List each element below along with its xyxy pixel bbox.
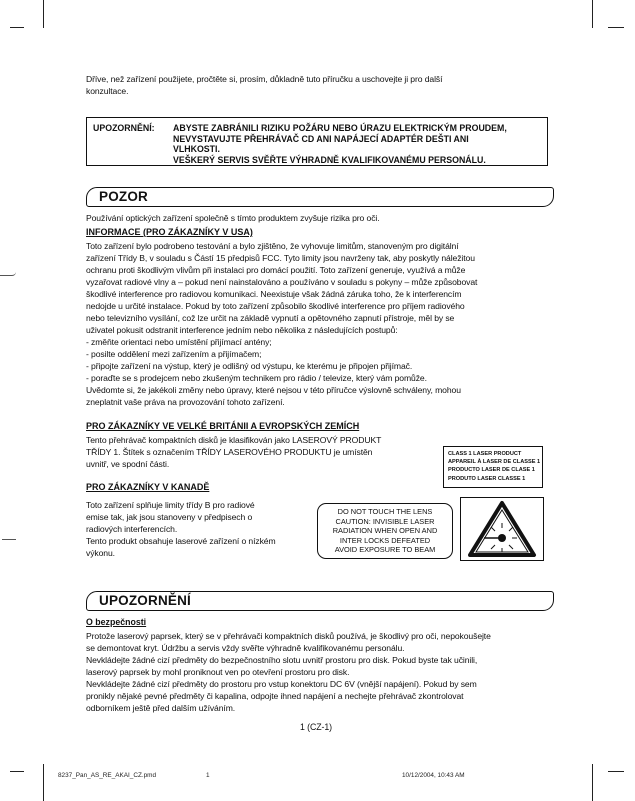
class1-label-line: PRODUCTO LASER DE CLASE 1 xyxy=(448,467,535,474)
lens-label-line: DO NOT TOUCH THE LENS xyxy=(337,507,433,516)
usa-line: vyzařovat radiové vlny a – pokud není nainstalováno a používáno v souladu s pokyny – může způsobovat xyxy=(86,277,478,287)
canada-line: Toto zařízení splňuje limity třídy B pro radiové xyxy=(86,500,255,510)
footer-date: 10/12/2004, 10:43 AM xyxy=(402,772,465,779)
pozor-text: Používání optických zařízení společně s tímto produktem zvyšuje rizika pro oči. xyxy=(86,213,380,223)
upozorneni-title: UPOZORNĚNÍ xyxy=(99,593,192,608)
lens-label-line: AVOID EXPOSURE TO BEAM xyxy=(334,545,436,555)
usa-line: Toto zařízení bylo podrobeno testování a bylo zjištěno, že vyhovuje limitům, stanoveným pro digitální xyxy=(86,241,459,251)
crop-mark xyxy=(10,27,24,28)
crop-mark xyxy=(43,764,44,801)
safety-line: odborníkem ještě před dalším užíváním. xyxy=(86,703,236,713)
usa-heading: INFORMACE (PRO ZÁKAZNÍKY V USA) xyxy=(86,227,253,237)
crop-mark xyxy=(592,764,593,801)
usa-line: - posilte oddělení mezi zařízením a přijímačem; xyxy=(86,349,262,359)
usa-line: zneplatnit vaše práva na provozování tohoto zařízení. xyxy=(86,397,285,407)
safety-line: pronikly nějaké pevné předměty či kapalina, odpojte ihned napájení a nechejte přehrávač zkontrolovat xyxy=(86,691,464,701)
usa-line: - připojte zařízení na výstup, který je odlišný od výstupu, ke kterému je připojen přijímač. xyxy=(86,361,413,371)
canada-line: Tento produkt obsahuje laserové zařízení o nízkém xyxy=(86,536,276,546)
safety-heading: O bezpečnosti xyxy=(86,617,147,627)
canada-line: radiových interferencích. xyxy=(86,524,178,534)
intro-line: Dříve, než zařízení použijete, pročtěte si, prosím, důkladně tuto příručku a uschovejte ji pro další xyxy=(86,74,443,84)
safety-line: Nevkládejte žádné cizí předměty do bezpečnostního slotu uvnitř prostoru pro disk. Pokud byste tak učinili, xyxy=(86,655,478,665)
usa-line: - změňte orientaci nebo umístění přijímací antény; xyxy=(86,337,272,347)
canada-line: emise tak, jak jsou stanoveny v předpisech o xyxy=(86,512,253,522)
warning-line: ABYSTE ZABRÁNILI RIZIKU POŽÁRU NEBO ÚRAZU ELEKTRICKÝM PROUDEM, xyxy=(173,123,507,133)
warning-text xyxy=(173,123,543,165)
usa-line: uživatel pokusit odstranit interference jedním nebo několika z následujících postupů: xyxy=(86,325,398,335)
class1-label-line: APPAREIL À LASER DE CLASSE 1 xyxy=(448,459,541,466)
usa-line: zařízení Třídy B, v souladu s Částí 15 předpisů FCC. Tyto limity jsou navrženy tak, aby poskytly náležitou xyxy=(86,253,475,263)
uk-line: TŘÍDY 1. Štítek s označením TŘÍDY LASEROVÉHO PRODUKTU je umístěn xyxy=(86,447,373,457)
crop-mark xyxy=(608,27,624,28)
warning-line: VLHKOSTI. xyxy=(173,144,220,155)
upozorneni-banner xyxy=(86,591,554,611)
usa-line: nedojde u určité instalace. Pokud by toto zařízení způsobilo škodlivé interference pro příjem radiového xyxy=(86,301,465,311)
warning-line: NEVYSTAVUJTE PŘEHRÁVAČ CD ANI NAPÁJECÍ ADAPTÉR DEŠTI ANI xyxy=(173,133,469,144)
canada-line: výkonu. xyxy=(86,548,115,558)
usa-line: nebo televizního vysílání, což lze určit na základě vypnutí a opětovného zapnutí přístroje, měl by se xyxy=(86,313,455,323)
lens-label-line: INTER LOCKS DEFEATED xyxy=(339,535,431,545)
crop-mark xyxy=(10,771,24,772)
lens-caution-label xyxy=(317,503,453,559)
laser-warning-symbol xyxy=(460,497,544,561)
uk-heading: PRO ZÁKAZNÍKY VE VELKÉ BRITÁNII A EVROPSKÝCH ZEMÍCH xyxy=(86,421,360,431)
safety-line: se demontovat kryt. Údržbu a servis vždy svěřte výhradně kvalifikovanému personálu. xyxy=(86,643,405,653)
usa-line: škodlivé interference pro radiovou komunikaci. Neexistuje však žádná záruka toho, že k interferencím xyxy=(86,289,462,299)
margin-tick xyxy=(0,272,16,276)
usa-line: ochranu proti škodlivým vlivům při instalaci pro domácí použití. Toto zařízení generuje, využívá a může xyxy=(86,265,466,275)
margin-tick xyxy=(2,537,16,540)
intro-line: konzultace. xyxy=(86,86,129,96)
crop-mark xyxy=(608,771,624,772)
class1-label-line: PRODUTO LASER CLASSE 1 xyxy=(448,475,526,482)
footer-page: 1 xyxy=(206,772,210,779)
safety-line: laserový paprsek by mohl proniknout ven po otevření prostoru pro disk. xyxy=(86,667,350,677)
pozor-title: POZOR xyxy=(99,189,149,204)
warning-line: VEŠKERÝ SERVIS SVĚŘTE VÝHRADNĚ KVALIFIKOVANÉMU PERSONÁLU. xyxy=(173,154,486,165)
usa-line: Uvědomte si, že jakékoli změny nebo úpravy, které nejsou v této příručce výslovně schváleny, mohou xyxy=(86,385,461,395)
lens-label-line: RADIATION WHEN OPEN AND xyxy=(332,526,438,536)
crop-mark xyxy=(592,0,593,28)
footer-file: 8237_Pan_AS_RE_AKAI_CZ.pmd xyxy=(58,772,157,779)
safety-line: Protože laserový paprsek, který se v přehrávači kompaktních disků používá, je škodlivý pro oči, nepokoušejte xyxy=(86,631,491,641)
lens-label-line: CAUTION: INVISIBLE LASER xyxy=(335,516,435,526)
canada-heading: PRO ZÁKAZNÍKY V KANADĚ xyxy=(86,482,210,492)
laser-warning-icon xyxy=(460,497,544,561)
class1-laser-label xyxy=(443,446,543,488)
crop-mark xyxy=(43,0,44,28)
page-number: 1 (CZ-1) xyxy=(300,722,332,732)
safety-line: Nevkládejte žádné cizí předměty do prostoru pro vstup konektoru DC 6V (vnější napájení). Pokud by sem xyxy=(86,679,477,689)
class1-label-line: CLASS 1 LASER PRODUCT xyxy=(448,451,522,457)
pozor-banner xyxy=(86,187,554,207)
uk-line: uvnitř, ve spodní části. xyxy=(86,459,170,469)
usa-line: - poraďte se s prodejcem nebo zkušeným technikem pro rádio / televize, který vám pomůže. xyxy=(86,373,427,383)
uk-line: Tento přehrávač kompaktních disků je klasifikován jako LASEROVÝ PRODUKT xyxy=(86,435,382,445)
warning-label: UPOZORNĚNÍ: xyxy=(93,123,155,133)
warning-box xyxy=(86,117,548,166)
